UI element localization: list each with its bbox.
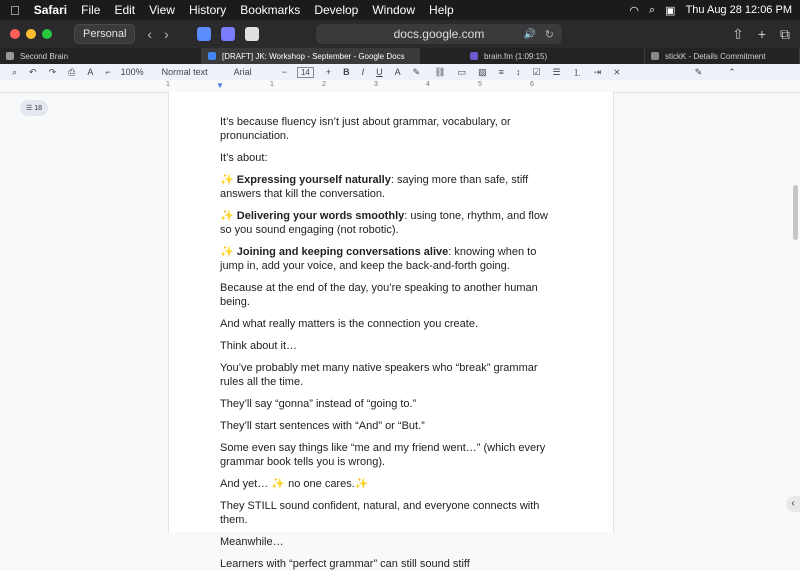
paragraph: Think about it…: [220, 340, 298, 352]
paragraph: It’s about:: [220, 152, 268, 164]
indent-icon[interactable]: ⇥: [593, 66, 602, 77]
tab-overview-button[interactable]: ⧉: [780, 25, 790, 42]
docs-toolbar: [0, 64, 800, 81]
ruler-mark: 4: [426, 81, 430, 88]
paint-format-icon[interactable]: ⌐: [105, 67, 111, 77]
bullet-paragraph: [220, 173, 560, 201]
sparkle-emoji: ✨: [354, 478, 369, 490]
redo-icon[interactable]: ↷: [48, 66, 57, 77]
collapse-toolbar-icon[interactable]: ⌃: [728, 66, 736, 77]
link-icon[interactable]: ⛓: [434, 66, 446, 77]
print-icon[interactable]: ⎙: [68, 66, 76, 77]
close-window-button[interactable]: [10, 29, 20, 39]
tab-title: brain.fm (1:09:15): [484, 51, 548, 61]
paragraph: Learners with “perfect grammar” can still sound stiff: [220, 558, 470, 570]
font-size-input[interactable]: 14: [297, 67, 314, 78]
editing-mode-icon[interactable]: ✎: [694, 66, 703, 77]
search-menus-icon[interactable]: ⌕: [12, 66, 18, 77]
bold-icon[interactable]: B: [343, 67, 350, 77]
zoom-select[interactable]: 100%: [120, 67, 144, 77]
line-spacing-icon[interactable]: ↕: [515, 67, 521, 77]
extension-icon[interactable]: [197, 27, 211, 41]
ruler-mark: 6: [530, 81, 534, 88]
bullet-paragraph: [220, 245, 560, 273]
checklist-icon[interactable]: ☑: [532, 66, 541, 77]
menu-history[interactable]: History: [179, 3, 217, 17]
tab-title: stickK - Details Commitment: [665, 51, 766, 61]
brainfm-favicon: [470, 52, 478, 60]
forward-button[interactable]: ›: [164, 26, 169, 42]
document-body[interactable]: [220, 115, 560, 571]
menu-file[interactable]: File: [71, 3, 91, 17]
spellcheck-icon[interactable]: A: [87, 67, 94, 77]
paragraph-text: : using tone, rhythm, and flow so you sound engaging (not robotic).: [220, 210, 548, 236]
text-color-icon[interactable]: A: [394, 67, 401, 77]
address-bar[interactable]: [316, 24, 562, 44]
ruler-mark: 1: [270, 81, 274, 88]
image-icon[interactable]: ▨: [478, 66, 487, 77]
paragraph-text: : knowing when to jump in, add your voice, and keep the back-and-forth going.: [220, 246, 537, 272]
underline-icon[interactable]: U: [376, 67, 383, 77]
bold-phrase: Joining and keeping conversations alive: [236, 246, 449, 258]
window-controls: [10, 29, 58, 39]
audio-playing-icon[interactable]: 🔊: [523, 28, 536, 40]
menu-window[interactable]: Window: [362, 3, 406, 17]
sparkle-emoji: ✨: [220, 210, 234, 222]
align-icon[interactable]: ≡: [498, 67, 504, 77]
status-items: [629, 0, 792, 20]
side-panel-toggle-icon[interactable]: ‹: [786, 496, 800, 512]
sparkle-emoji: ✨: [220, 174, 234, 186]
paragraph: They’ll say “gonna” instead of “going to.”: [220, 398, 417, 410]
zoom-window-button[interactable]: [42, 29, 52, 39]
paragraph: Because at the end of the day, you’re speaking to another human being.: [220, 282, 538, 308]
bullet-paragraph: [220, 209, 560, 237]
menu-edit[interactable]: Edit: [104, 3, 126, 17]
paragraph: You’ve probably met many native speakers who “break” grammar rules all the time.: [220, 362, 538, 388]
tab-bar: [0, 48, 800, 64]
tab-title: [DRAFT] JK: Workshop - September - Google Docs: [222, 51, 405, 61]
macos-menubar: [0, 0, 800, 20]
indent-marker-icon[interactable]: ▼: [216, 81, 224, 90]
ruler-mark: 5: [478, 81, 482, 88]
paragraph: [220, 477, 560, 491]
paragraph: It’s because fluency isn’t just about grammar, vocabulary, or pronunciation.: [220, 116, 511, 142]
bullet-list-icon[interactable]: ☰: [552, 66, 561, 77]
control-center-icon[interactable]: ▣: [665, 4, 676, 17]
undo-icon[interactable]: ↶: [29, 66, 37, 77]
paragraph: They STILL sound confident, natural, and everyone connects with them.: [220, 500, 540, 526]
paragraph-text: And yet…: [220, 478, 272, 490]
paragraph: And what really matters is the connection you create.: [220, 318, 479, 330]
tab-stickk[interactable]: [645, 48, 800, 64]
style-select[interactable]: Normal text: [161, 67, 208, 77]
tab-favicon: [6, 52, 14, 60]
menu-bookmarks[interactable]: Bookmarks: [230, 3, 291, 17]
numbered-list-icon[interactable]: ⒈: [572, 67, 582, 78]
apple-menu-icon[interactable]: [10, 3, 20, 18]
share-button[interactable]: ⇧: [732, 25, 744, 42]
toolbar-right: [732, 20, 790, 48]
docs-favicon: [208, 52, 216, 60]
paragraph-text: no one cares.: [285, 478, 355, 490]
clock[interactable]: Thu Aug 28 12:06 PM: [685, 4, 792, 16]
menu-safari[interactable]: Safari: [24, 3, 58, 17]
sparkle-emoji: ✨: [271, 478, 286, 490]
tab-title: Second Brain: [20, 51, 69, 61]
highlight-icon[interactable]: ✎: [412, 66, 421, 77]
notion-icon[interactable]: [245, 27, 259, 41]
outline-icon: ☰: [25, 105, 33, 112]
paragraph-text: : saying more than safe, stiff answers that kill the conversation.: [220, 174, 529, 200]
search-icon[interactable]: ⌕: [649, 3, 656, 16]
extension-2-icon[interactable]: [221, 27, 235, 41]
clear-formatting-icon[interactable]: ⨯: [613, 66, 621, 77]
url-text: docs.google.com: [393, 27, 485, 41]
font-select[interactable]: Arial: [233, 67, 252, 77]
back-button[interactable]: ‹: [147, 26, 153, 42]
decrease-size-icon[interactable]: −: [281, 67, 287, 77]
outline-count: 18: [34, 104, 43, 112]
increase-size-icon[interactable]: +: [325, 67, 332, 77]
italic-icon[interactable]: I: [361, 67, 365, 77]
tab-second-brain[interactable]: [0, 48, 202, 64]
bold-phrase: Expressing yourself naturally: [236, 174, 391, 186]
wifi-icon[interactable]: ◠: [629, 4, 639, 17]
reload-icon[interactable]: ↻: [544, 28, 554, 41]
tab-brainfm[interactable]: [420, 48, 645, 64]
menu-help[interactable]: Help: [419, 3, 444, 17]
ruler-mark: 2: [322, 81, 326, 88]
paragraph: They’ll start sentences with “And” or “But.”: [220, 420, 425, 432]
new-tab-button[interactable]: +: [757, 26, 766, 42]
comment-icon[interactable]: ▭: [457, 66, 467, 77]
tab-google-docs[interactable]: [202, 48, 420, 64]
stickk-favicon: [651, 52, 659, 60]
scrollbar-thumb[interactable]: [793, 185, 798, 240]
minimize-window-button[interactable]: [26, 29, 36, 39]
paragraph: Some even say things like “me and my friend went…” (which every grammar book tells you is wrong).: [220, 442, 546, 468]
sparkle-emoji: ✨: [220, 246, 234, 258]
ruler-mark: 1: [166, 81, 170, 88]
ruler-mark: 3: [374, 81, 378, 88]
paragraph: Meanwhile…: [220, 536, 284, 548]
menu-develop[interactable]: Develop: [304, 3, 349, 17]
outline-button[interactable]: [20, 100, 48, 116]
bold-phrase: Delivering your words smoothly: [236, 210, 405, 222]
menu-view[interactable]: View: [139, 3, 166, 17]
profile-selector[interactable]: Personal: [74, 24, 135, 44]
